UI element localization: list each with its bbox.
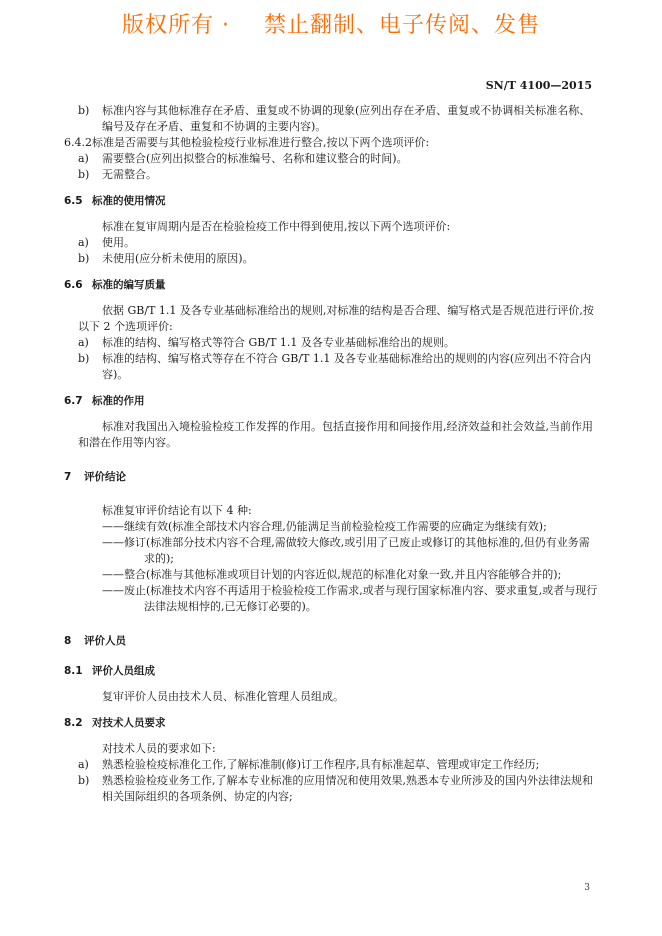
list-item — [78, 235, 600, 251]
item-marker: a) — [78, 758, 89, 771]
chapter-title: 评价结论 — [84, 471, 126, 483]
section-heading — [64, 277, 600, 293]
list-item — [78, 773, 600, 805]
list-item — [78, 351, 600, 383]
paragraph: 对技术人员的要求如下: — [102, 742, 216, 755]
copyright-watermark — [0, 8, 662, 39]
item-text: 熟悉检验检疫业务工作,了解本专业标准的应用情况和使用效果,熟悉本专业所涉及的国内外法律法规和相关国际组织的各项条例、协定的内容; — [102, 774, 593, 803]
paragraph: 标准在复审周期内是否在检验检疫工作中得到使用,按以下两个选项评价: — [102, 220, 451, 233]
paragraph: 标准复审评价结论有以下 4 种: — [102, 504, 252, 517]
chapter-number: 8 — [64, 635, 72, 647]
section-number: 8.2 — [64, 717, 83, 729]
item-text: 需要整合(应列出拟整合的标准编号、名称和建议整合的时间)。 — [102, 152, 408, 165]
watermark-part1: 版权所有 — [121, 13, 214, 38]
item-marker: b) — [78, 352, 90, 365]
item-marker: b) — [78, 104, 90, 117]
item-marker: b) — [78, 774, 90, 787]
section-number: 6.7 — [64, 395, 83, 407]
paragraph: 复审评价人员由技术人员、标准化管理人员组成。 — [102, 690, 344, 703]
clause-number: 6.4.2 — [64, 136, 92, 149]
item-marker: b) — [78, 252, 90, 265]
page-number: 3 — [584, 883, 590, 893]
chapter-title: 评价人员 — [84, 635, 126, 647]
list-item — [78, 757, 600, 773]
list-item — [78, 335, 600, 351]
section-title: 对技术人员要求 — [92, 717, 166, 729]
item-marker: a) — [78, 236, 89, 249]
item-marker: a) — [78, 336, 89, 349]
item-marker: b) — [78, 168, 90, 181]
section-heading — [64, 393, 600, 409]
section-title: 标准的作用 — [92, 395, 145, 407]
dash-item: ——继续有效(标准全部技术内容合理,仍能满足当前检验检疫工作需要的应确定为继续有效); — [102, 520, 547, 533]
chapter-heading — [64, 469, 600, 485]
paragraph: 依据 GB/T 1.1 及各专业基础标准给出的规则,对标准的结构是否合理、编写格式是否规范进行评价,按以下 2 个选项评价: — [78, 304, 594, 333]
section-number: 6.5 — [64, 195, 83, 207]
clause-text: 标准是否需要与其他检验检疫行业标准进行整合,按以下两个选项评价: — [92, 136, 430, 149]
list-item — [78, 251, 600, 267]
watermark-dot: · — [222, 13, 230, 38]
section-title: 标准的编写质量 — [92, 279, 166, 291]
item-marker: a) — [78, 152, 89, 165]
item-text: 标准的结构、编写格式等存在不符合 GB/T 1.1 及各专业基础标准给出的规则的内容(应列出不符合内容)。 — [102, 352, 592, 381]
chapter-number: 7 — [64, 471, 72, 483]
item-text: 标准内容与其他标准存在矛盾、重复或不协调的现象(应列出存在矛盾、重复或不协调相关标准名称、编号及存在矛盾、重复和不协调的主要内容)。 — [102, 104, 591, 133]
clause-6-4-2 — [64, 135, 600, 151]
list-item — [78, 151, 600, 167]
item-text: 熟悉检验检疫标准化工作,了解标准制(修)订工作程序,具有标准起草、管理或审定工作经历; — [102, 758, 540, 771]
item-text: 使用。 — [102, 236, 135, 249]
dash-item: ——修订(标准部分技术内容不合理,需做较大修改,或引用了已废止或修订的其他标准的,但仍有业务需求的); — [102, 536, 590, 565]
section-heading — [64, 663, 600, 679]
section-number: 6.6 — [64, 279, 83, 291]
standard-code: SN/T 4100—2015 — [485, 79, 592, 92]
dash-item: ——废止(标准技术内容不再适用于检验检疫工作需求,或者与现行国家标准内容、要求重复,或者与现行法律法规相悖的,已无修订必要的)。 — [102, 584, 598, 613]
item-text: 无需整合。 — [102, 168, 157, 181]
section-heading — [64, 715, 600, 731]
item-text: 未使用(应分析未使用的原因)。 — [102, 252, 254, 265]
section-title: 标准的使用情况 — [92, 195, 166, 207]
dash-item: ——整合(标准与其他标准或项目计划的内容近似,规范的标准化对象一致,并且内容能够合并的); — [102, 568, 562, 581]
chapter-heading — [64, 633, 600, 649]
section-heading — [64, 193, 600, 209]
document-body — [64, 103, 600, 805]
paragraph: 标准对我国出入境检验检疫工作发挥的作用。包括直接作用和间接作用,经济效益和社会效益,当前作用和潜在作用等内容。 — [78, 420, 593, 449]
watermark-part2: 禁止翻制、电子传阅、发售 — [264, 13, 541, 38]
list-item — [78, 103, 600, 135]
section-number: 8.1 — [64, 665, 83, 677]
item-text: 标准的结构、编写格式等符合 GB/T 1.1 及各专业基础标准给出的规则。 — [102, 336, 455, 349]
list-item — [78, 167, 600, 183]
section-title: 评价人员组成 — [92, 665, 155, 677]
